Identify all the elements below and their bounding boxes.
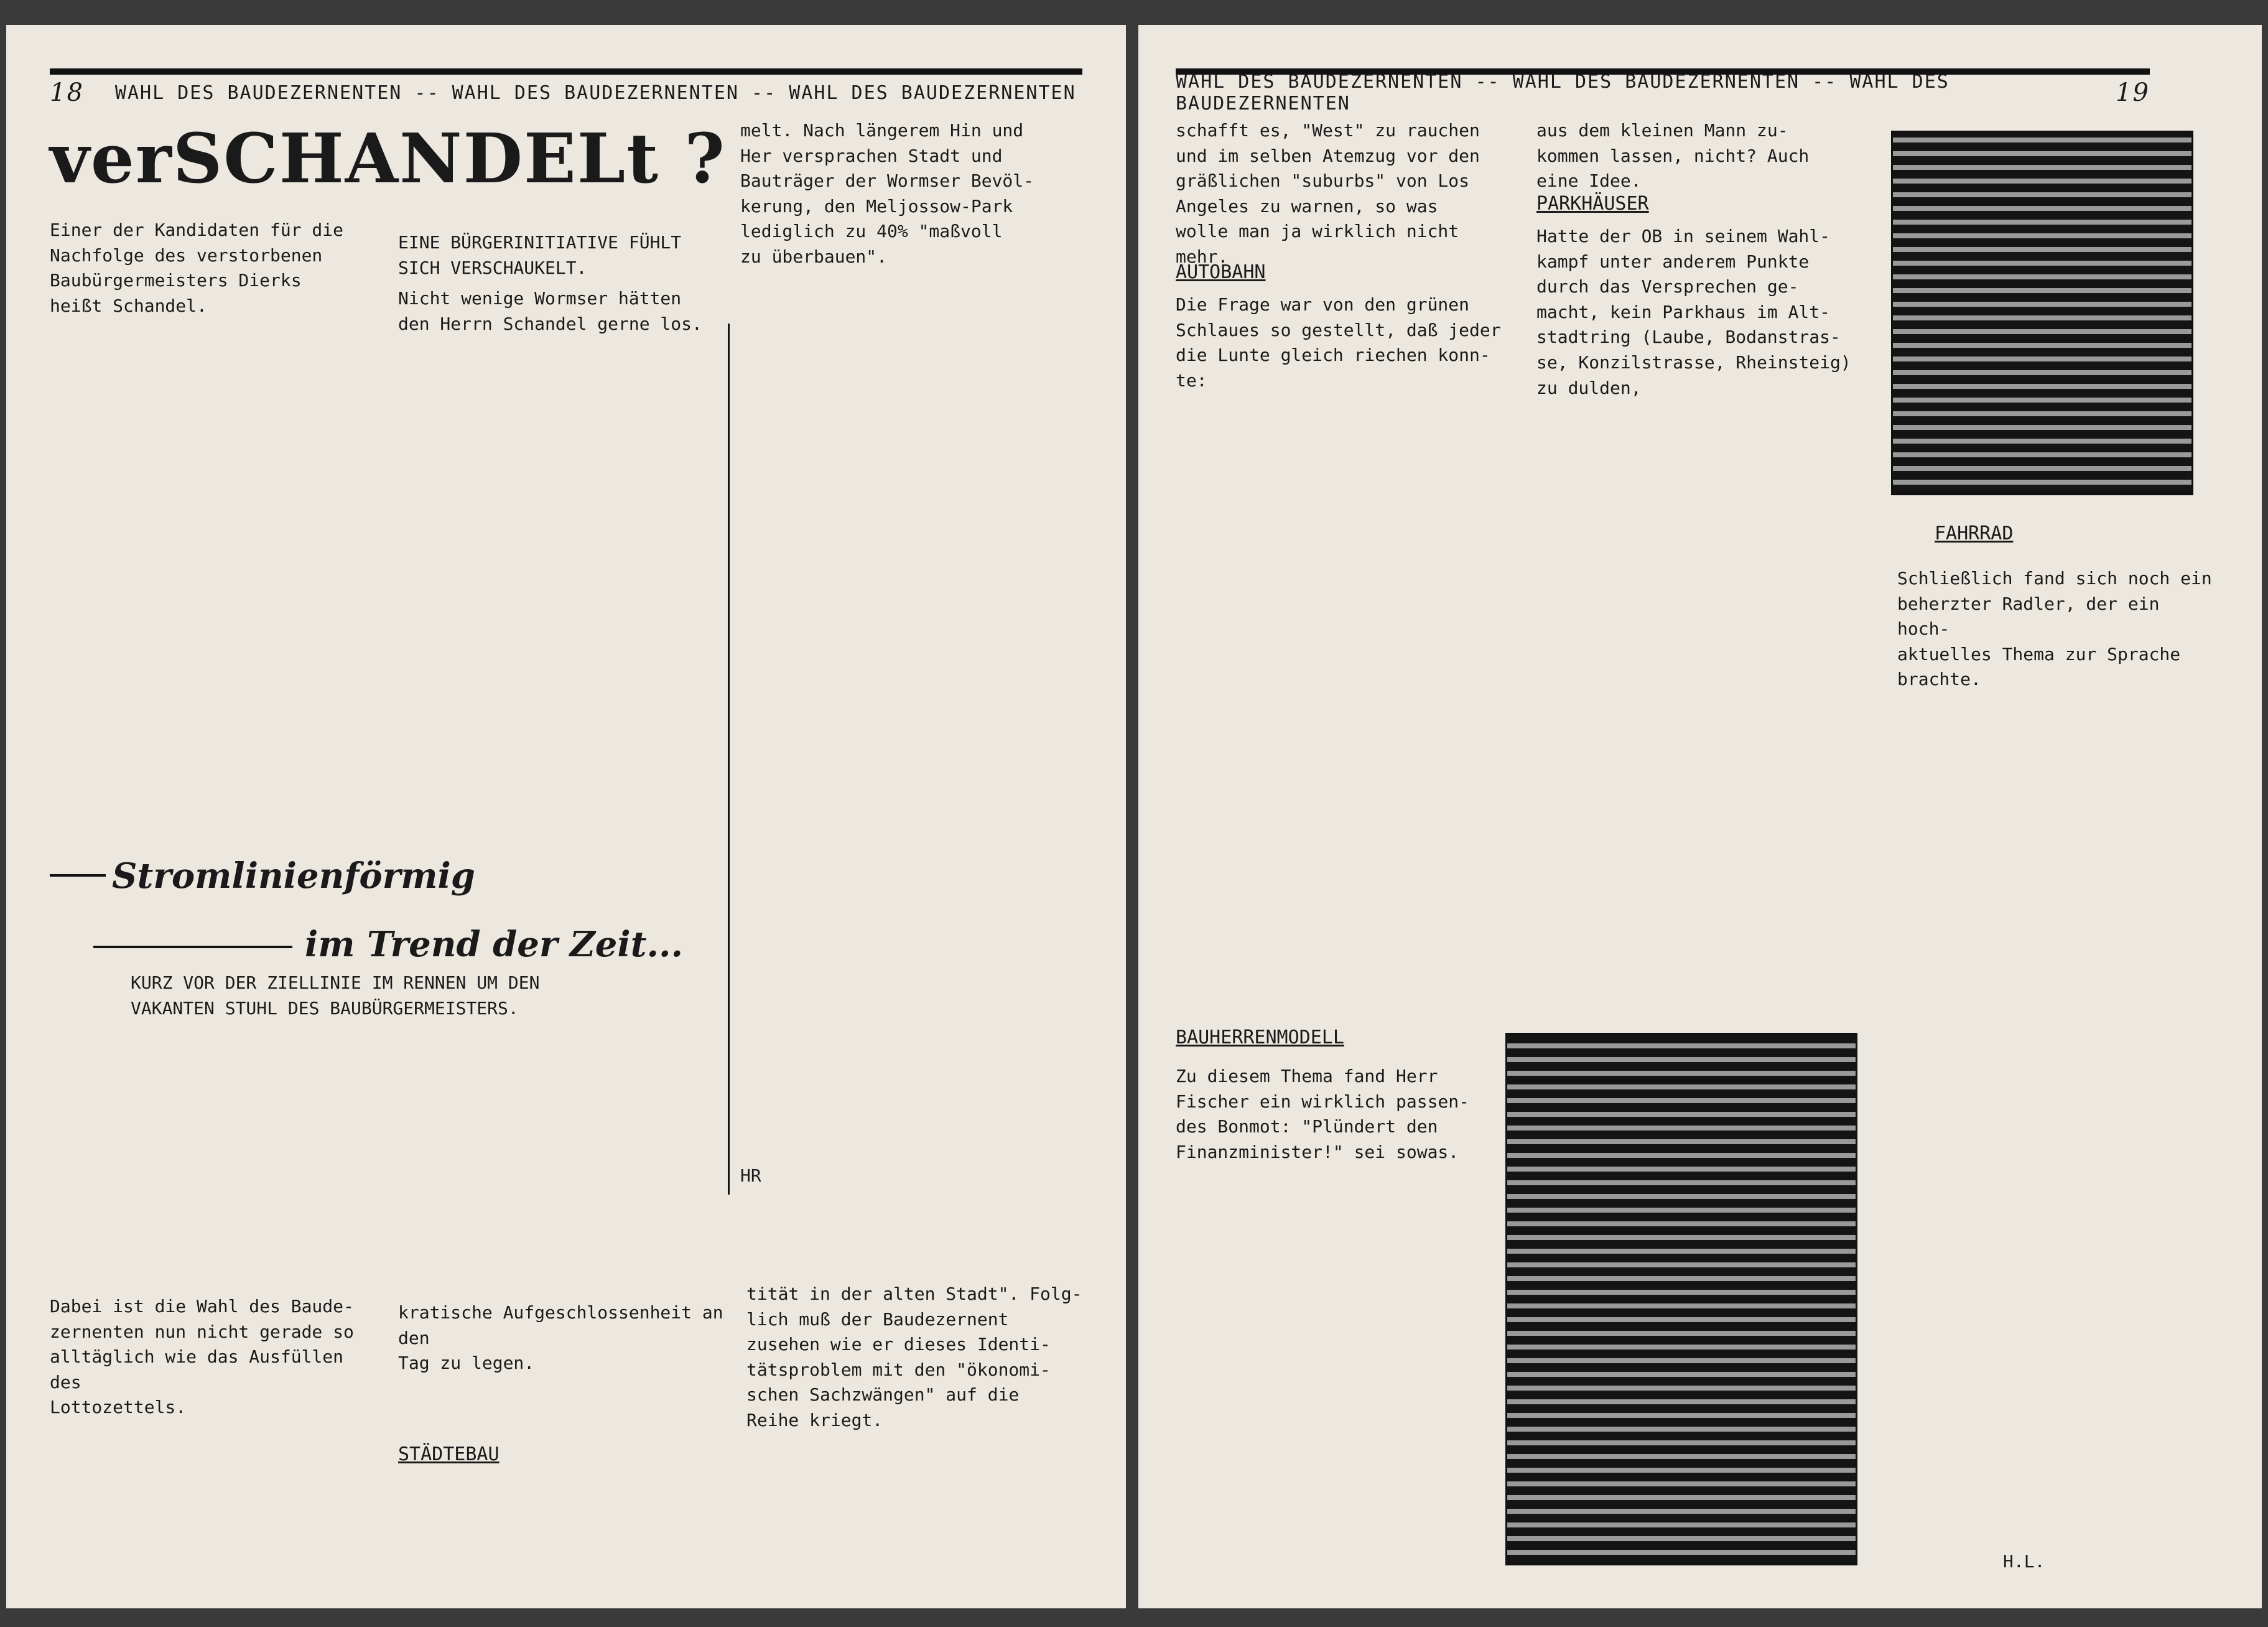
section-heading-buergerinitiative: EINE BÜRGERINITIATIVE FÜHLT SICH VERSCHAUKELT. xyxy=(398,232,682,278)
article-signature: H.L. xyxy=(2003,1551,2045,1572)
right-page-header xyxy=(1176,68,2150,114)
section-bauherrenmodell: BAUHERRENMODELL xyxy=(1176,1027,1344,1048)
feature-text: KURZ VOR DER ZIELLINIE IM RENNEN UM DEN VAKANTEN STUHL DES BAUBÜRGERMEISTERS. xyxy=(131,972,540,1019)
bauherrenmodell-text: Zu diesem Thema fand Herr Fischer ein wirklich passen- des Bonmot: "Plündert den Finanzminister!" sei sowas. xyxy=(1176,1066,1470,1162)
article-column-1: Einer der Kandidaten für die Nachfolge des verstorbenen Baubürgermeisters Dierks heißt Schandel. xyxy=(50,220,344,316)
right-page xyxy=(1138,25,2262,1608)
article-column-3: melt. Nach längerem Hin und Her versprachen Stadt und Bauträger der Wormser Bevöl- kerung, den Meljossow-Park lediglich zu 40% "maßvoll zu überbauen". xyxy=(740,120,1034,267)
parkhaeuser-text: Hatte der OB in seinem Wahl- kampf unter anderem Punkte durch das Versprechen ge- macht, kein Parkhaus im Alt- stadtring (Laube, Bodanstras- se, Konzilstrasse, Rheinsteig) zu dulden, xyxy=(1536,226,1851,398)
article-title: verSCHANDELt ? xyxy=(50,118,726,198)
page-number: 18 xyxy=(50,78,84,107)
article-column-2: aus dem kleinen Mann zu- kommen lassen, nicht? Auch eine Idee. xyxy=(1536,120,1810,192)
bottom-column-3: tität in der alten Stadt". Folg- lich muß der Baudezernent zusehen wie er dieses Identi- tätsproblem mit den "ökonomi- schen Sachzwängen" auf die Reihe kriegt. xyxy=(746,1284,1082,1430)
building-photo-top xyxy=(1891,131,2193,495)
feature-rule xyxy=(93,946,292,948)
bottom-column-1: Dabei ist die Wahl des Baude- zernenten nun nicht gerade so alltäglich wie das Ausfüllen des Lottozettels. xyxy=(50,1296,354,1418)
section-autobahn: AUTOBAHN xyxy=(1176,261,1266,283)
autobahn-text: Die Frage war von den grünen Schlaues so gestellt, daß jeder die Lunte gleich riechen konn- te: xyxy=(1176,294,1501,391)
feature-rule xyxy=(50,874,106,877)
article-column-1: schafft es, "West" zu rauchen und im selben Atemzug vor den gräßlichen "suburbs" von Los Angeles zu warnen, so was wolle man ja wirklich nicht mehr. xyxy=(1176,120,1480,267)
left-page-header xyxy=(50,68,1082,111)
header-text: WAHL DES BAUDEZERNENTEN -- WAHL DES BAUDEZERNENTEN -- WAHL DES BAUDEZERNENTEN xyxy=(114,82,1076,104)
fahrrad-text: Schließlich fand sich noch ein beherzter Radler, der ein hoch- aktuelles Thema zur Sprache brachte. xyxy=(1897,568,2212,690)
page-number: 19 xyxy=(2116,78,2150,107)
article-column-2: Nicht wenige Wormser hätten den Herrn Schandel gerne los. xyxy=(398,288,702,334)
feature-title-line-1: Stromlinienförmig xyxy=(112,855,475,897)
bottom-column-2: kratische Aufgeschlossenheit an den Tag zu legen. xyxy=(398,1302,723,1374)
article-signature: HR xyxy=(740,1165,761,1186)
header-text: WAHL DES BAUDEZERNENTEN -- WAHL DES BAUDEZERNENTEN -- WAHL DES BAUDEZERNENTEN xyxy=(1176,71,1950,114)
left-page xyxy=(6,25,1126,1608)
section-staedtebau: STÄDTEBAU xyxy=(398,1443,500,1465)
feature-title-line-2: im Trend der Zeit... xyxy=(305,924,684,965)
column-divider xyxy=(728,324,730,1195)
building-photo-bottom xyxy=(1505,1033,1857,1565)
section-fahrrad: FAHRRAD xyxy=(1935,523,2014,544)
section-parkhaeuser: PARKHÄUSER xyxy=(1536,193,1649,215)
